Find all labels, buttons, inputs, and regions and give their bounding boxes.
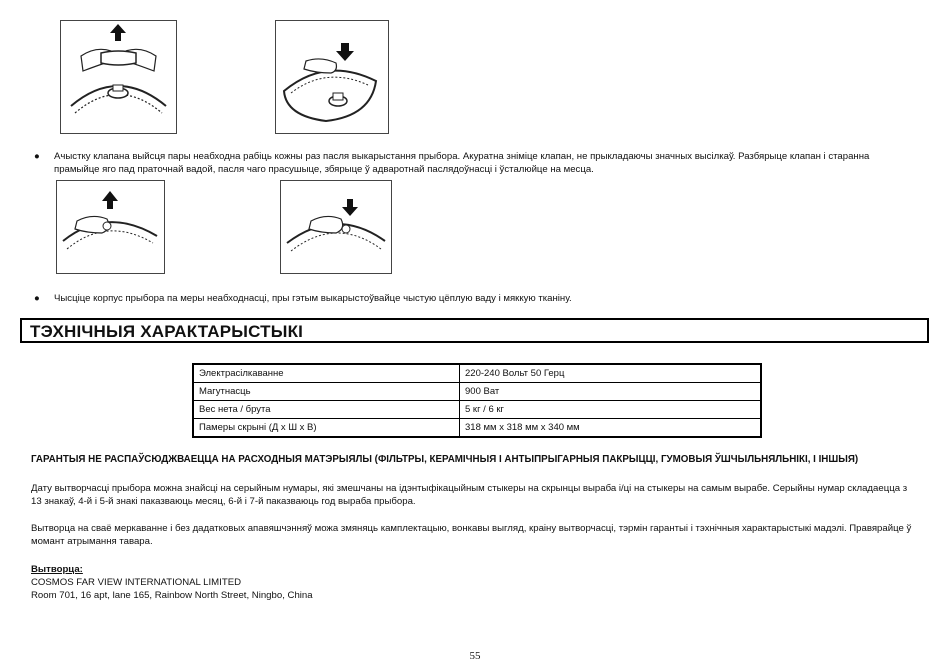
bullet-dot: ● <box>34 151 40 162</box>
spec-label: Вес нета / брута <box>193 401 460 419</box>
table-row <box>193 383 761 401</box>
page-number: 55 <box>469 650 481 662</box>
bullet-text-line-1: Ачыстку клапана выйсця пары неабходна рабіць кожны раз пасля выкарыстання прыбора. Акуратна зніміце клапан, не прыкладаючы значных высілкаў. Разбярыце клапан і старанна <box>54 151 870 162</box>
spec-value: 900 Ват <box>460 383 762 401</box>
spec-value: 220-240 Вольт 50 Герц <box>460 364 762 383</box>
figure-valve-install <box>280 180 392 274</box>
figure-lid-remove <box>60 20 177 134</box>
spec-value: 318 мм х 318 мм х 340 мм <box>460 419 762 438</box>
bullet-text: Чысціце корпус прыбора па меры неабходнасці, пры гэтым выкарыстоўвайце чыстую цёплую ваду і мяккую тканіну. <box>54 293 572 304</box>
bullet-body-cleaning <box>34 292 934 306</box>
paragraph-line-2: 13 знакаў, 4-й і 5-й знакі паказваюць месяц, 6-й і 7-й паказваюць год выраба прыбора. <box>31 496 416 507</box>
manufacturer-rights-paragraph <box>31 522 931 548</box>
figure-lid-install <box>275 20 389 134</box>
section-title: ТЭХНІЧНЫЯ ХАРАКТАРЫСТЫКІ <box>30 322 304 341</box>
specs-table <box>192 363 762 438</box>
paragraph-line-2: момант атрымання тавара. <box>31 536 153 547</box>
table-row <box>193 364 761 383</box>
section-header <box>20 318 929 343</box>
table-row <box>193 401 761 419</box>
bullet-dot: ● <box>34 293 40 304</box>
bullet-text-line-2: прамыйце яго пад праточнай вадой, пасля чаго прасушыце, збярыце ў адваротнай паслядоўнасці і ўсталюйце на месца. <box>54 164 594 175</box>
spec-value: 5 кг / 6 кг <box>460 401 762 419</box>
manufacturer-block <box>31 563 631 602</box>
production-date-paragraph <box>31 482 931 508</box>
manufacturer-address: Room 701, 16 apt, lane 165, Rainbow North Street, Ningbo, China <box>31 590 313 601</box>
warranty-note: ГАРАНТЫЯ НЕ РАСПАЎСЮДЖВАЕЦЦА НА РАСХОДНЫЯ МАТЭРЫЯЛЫ (ФІЛЬТРЫ, КЕРАМІЧНЫЯ І АНТЫПРЫГАРНЫЯ ПАКРЫЦЦІ, ГУМОВЫЯ ЎШЧЫЛЬНЯЛЬНІКІ, І ІНШЫЯ) <box>31 454 859 465</box>
paragraph-line-1: Вытворца на сваё меркаванне і без дадатковых апавяшчэнняў можа змяняць камплектацыю, вонкавы выгляд, краіну вытворчасці, тэрмін гарантыі і тэхнічныя характарыстыкі мадэлі. Правярайце ў <box>31 523 912 534</box>
bullet-valve-cleaning <box>34 150 934 178</box>
manufacturer-label: Вытворца: <box>31 564 83 575</box>
table-row <box>193 419 761 438</box>
spec-label: Магутнасць <box>193 383 460 401</box>
figure-valve-remove <box>56 180 165 274</box>
paragraph-line-1: Дату вытворчасці прыбора можна знайсці на серыйным нумары, які змешчаны на ідэнтыфікацыйным стыкеры на скрынцы выраба і/ці на стыкеры на самым вырабе. Серыйны нумар складаецца з <box>31 483 908 494</box>
manufacturer-name: COSMOS FAR VIEW INTERNATIONAL LIMITED <box>31 577 242 588</box>
spec-label: Памеры скрыні (Д х Ш х В) <box>193 419 460 438</box>
spec-label: Электрасілкаванне <box>193 364 460 383</box>
